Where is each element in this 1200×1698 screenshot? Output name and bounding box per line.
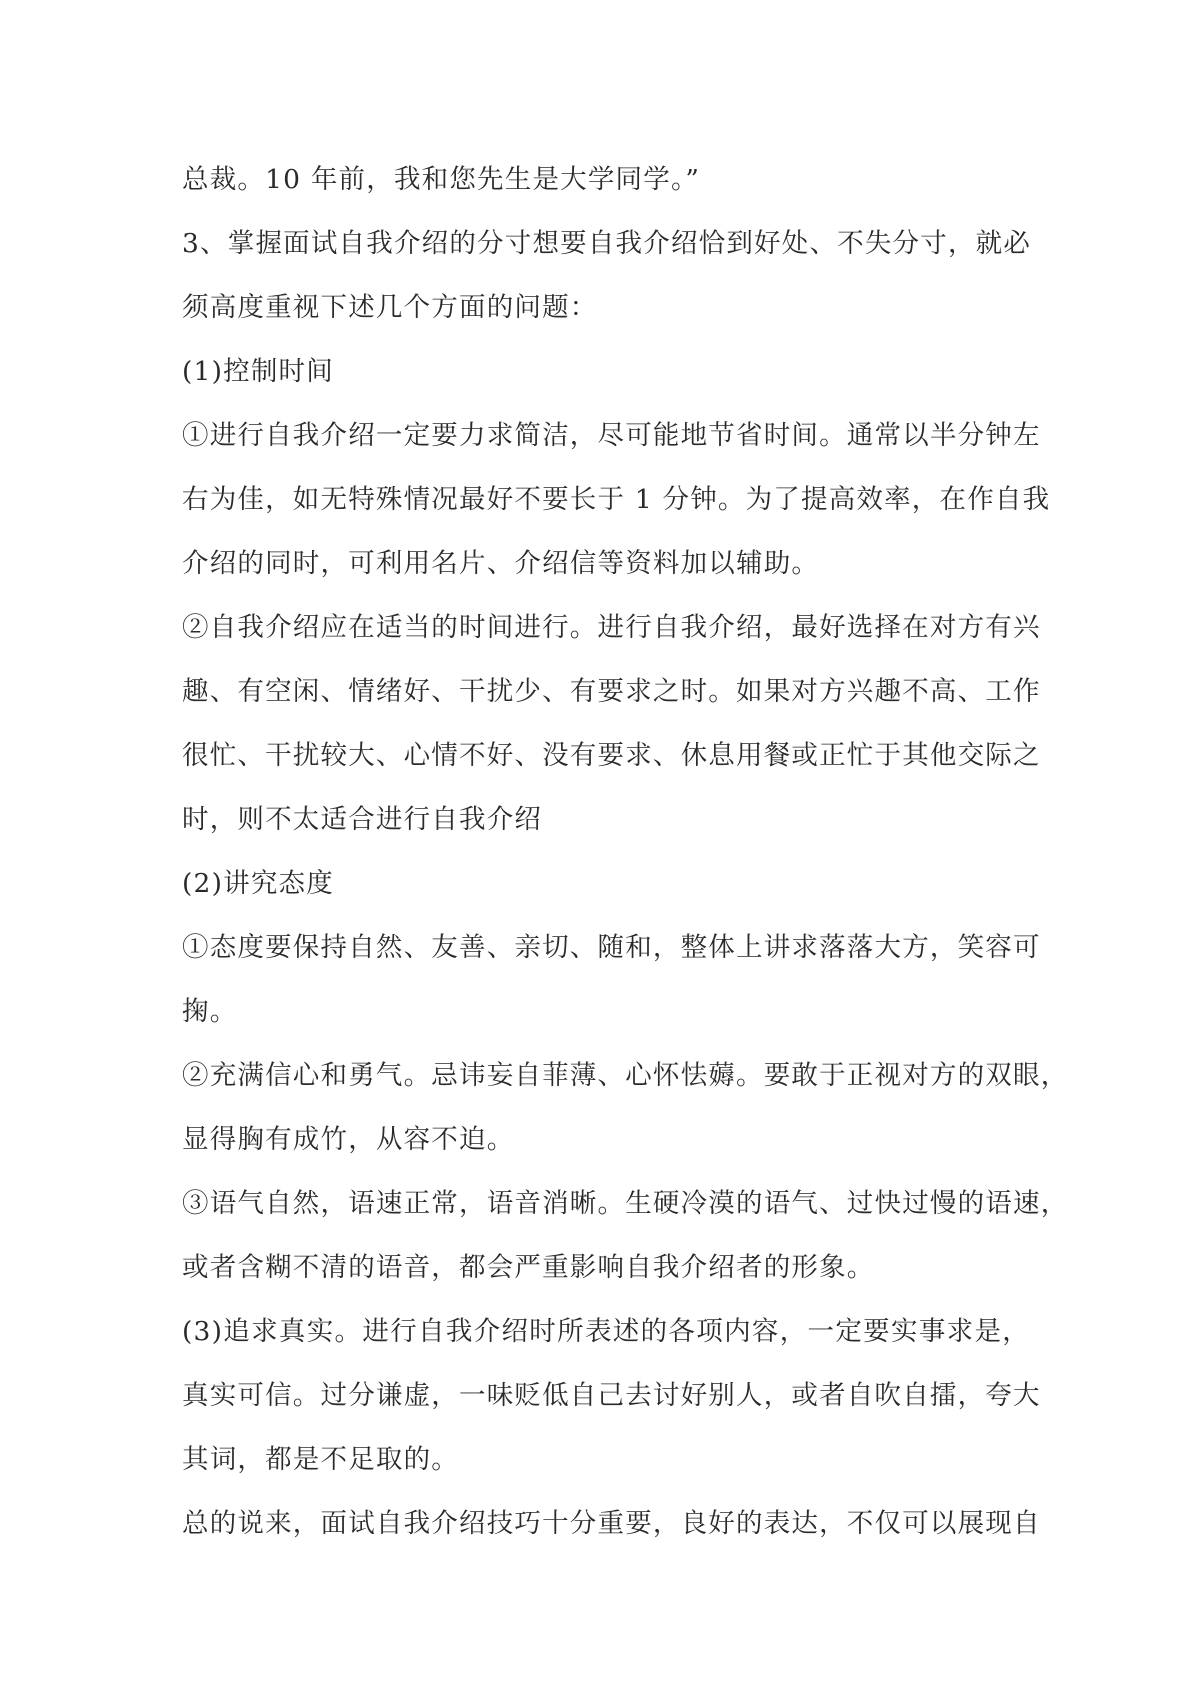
text-line: ①进行自我介绍一定要力求简洁，尽可能地节省时间。通常以半分钟左 xyxy=(182,420,1041,451)
section-heading: (1)控制时间 xyxy=(182,356,334,387)
text-line: ③语气自然，语速正常，语音消晰。生硬冷漠的语气、过快过慢的语速， xyxy=(182,1188,1069,1219)
text-line: 或者含糊不清的语音，都会严重影响自我介绍者的形象。 xyxy=(182,1252,875,1283)
text-line: 总裁。10 年前，我和您先生是大学同学。” xyxy=(182,164,701,195)
text-line: ①态度要保持自然、友善、亲切、随和，整体上讲求落落大方，笑容可 xyxy=(182,932,1041,963)
text-line: 时，则不太适合进行自我介绍 xyxy=(182,804,543,835)
text-line: 其词，都是不足取的。 xyxy=(182,1444,459,1475)
section-heading: (2)讲究态度 xyxy=(182,868,334,899)
document-body xyxy=(182,148,1069,1556)
text-line: 真实可信。过分谦虚，一味贬低自己去讨好别人，或者自吹自擂，夸大 xyxy=(182,1380,1041,1411)
text-line: 须高度重视下述几个方面的问题： xyxy=(182,292,598,323)
text-line: 3、掌握面试自我介绍的分寸想要自我介绍恰到好处、不失分寸，就必 xyxy=(182,228,1032,259)
text-line: 右为佳，如无特殊情况最好不要长于 1 分钟。为了提高效率，在作自我 xyxy=(182,484,1051,515)
text-line: (3)追求真实。进行自我介绍时所表述的各项内容，一定要实事求是， xyxy=(182,1316,1030,1347)
text-line: 很忙、干扰较大、心情不好、没有要求、休息用餐或正忙于其他交际之 xyxy=(182,740,1041,771)
text-line: 介绍的同时，可利用名片、介绍信等资料加以辅助。 xyxy=(182,548,820,579)
text-line: ②自我介绍应在适当的时间进行。进行自我介绍，最好选择在对方有兴 xyxy=(182,612,1041,643)
text-line: ②充满信心和勇气。忌讳妄自菲薄、心怀怯薅。要敢于正视对方的双眼， xyxy=(182,1060,1069,1091)
text-line: 趣、有空闲、情绪好、干扰少、有要求之时。如果对方兴趣不高、工作 xyxy=(182,676,1041,707)
text-line: 掬。 xyxy=(182,996,238,1027)
text-line: 总的说来，面试自我介绍技巧十分重要，良好的表达，不仅可以展现自 xyxy=(182,1508,1041,1539)
text-line: 显得胸有成竹，从容不迫。 xyxy=(182,1124,515,1155)
